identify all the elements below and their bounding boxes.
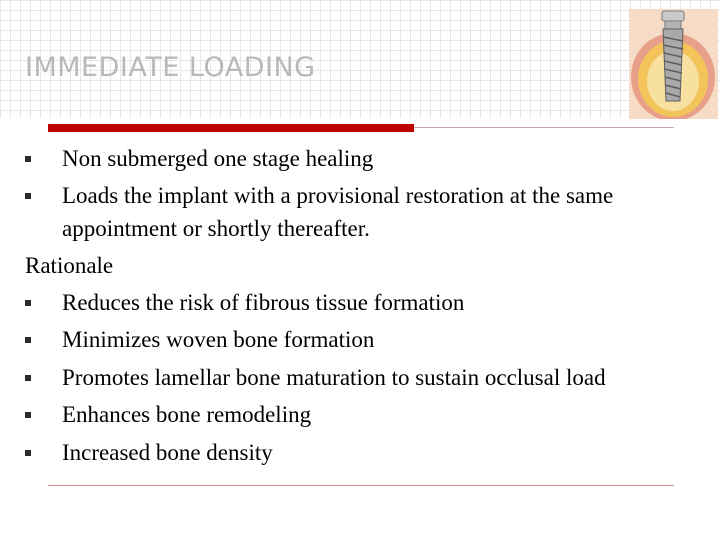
dental-implant-image (629, 9, 718, 119)
bullet-marker (25, 193, 31, 199)
rationale-item: Reduces the risk of fibrous tissue formation (62, 290, 465, 315)
title-accent-bar (48, 124, 414, 132)
bullet-marker (25, 156, 31, 162)
bullet-marker (25, 450, 31, 456)
bullet-text: Loads the implant with a provisional restoration at the same (62, 183, 614, 208)
rationale-item: Increased bone density (62, 440, 273, 465)
dental-implant-icon (629, 9, 718, 119)
bullet-marker (25, 337, 31, 343)
bullet-text-continuation: appointment or shortly thereafter. (62, 216, 370, 241)
section-heading: Rationale (25, 253, 114, 278)
rationale-item: Minimizes woven bone formation (62, 327, 375, 352)
title-divider-line (414, 127, 674, 128)
rationale-item: Promotes lamellar bone maturation to sustain occlusal load (62, 365, 606, 390)
bullet-marker (25, 375, 31, 381)
bullet-text: Non submerged one stage healing (62, 146, 374, 171)
rationale-item: Enhances bone remodeling (62, 402, 312, 427)
slide-title: IMMEDIATE LOADING (25, 52, 316, 83)
footer-divider-line (48, 485, 674, 486)
bullet-marker (25, 412, 31, 418)
bullet-marker (25, 300, 31, 306)
